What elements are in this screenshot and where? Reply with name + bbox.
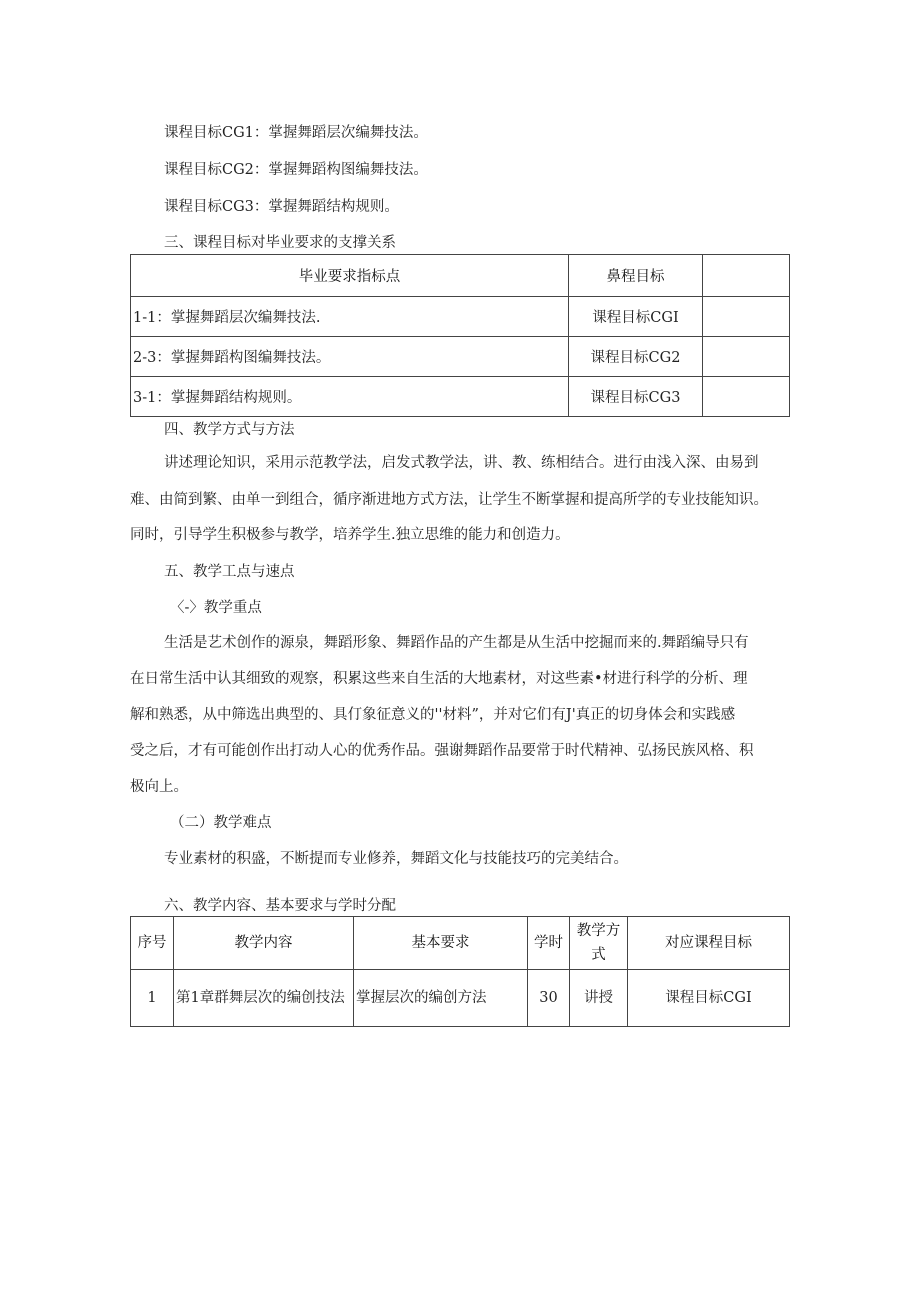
section5-heading: 五、教学工点与速点 <box>164 564 295 580</box>
paragraph-line: 在日常生活中认其细致的观察，积累这些来自生活的大地素材，对这些素•材进行科学的分析、理 <box>130 671 748 687</box>
paragraph-line: 同时，引导学生积极参与教学，培养学生.独立思维的能力和创造力。 <box>130 527 570 543</box>
cell-objective: 课程目标CG2 <box>569 337 703 377</box>
cell-content: 第1章群舞层次的编创技法 <box>174 970 354 1027</box>
cell-empty <box>703 297 790 337</box>
header-content: 教学内容 <box>174 917 354 970</box>
subheading-difficulties: （二）教学难点 <box>170 815 272 831</box>
cell-objective: 课程目标CGI <box>569 297 703 337</box>
section4-heading: 四、教学方式与方法 <box>164 422 295 438</box>
cell-empty <box>703 377 790 417</box>
table-row <box>131 337 790 377</box>
objective-cg3: 课程目标CG3：掌握舞蹈结构规则。 <box>164 199 399 215</box>
paragraph-line: 专业素材的积盛，不断提而专业修养，舞蹈文化与技能技巧的完美结合。 <box>164 851 628 867</box>
cell-objective: 课程目标CGI <box>628 970 790 1027</box>
cell-requirement: 2-3：掌握舞蹈构图编舞技法。 <box>131 337 569 377</box>
header-hours: 学时 <box>528 917 570 970</box>
paragraph-line: 解和熟悉，从中筛选出典型的、具仃象征意义的''材料”，并对它们有J'真正的切身体会和实践感 <box>130 707 736 723</box>
section3-heading: 三、课程目标对毕业要求的支撑关系 <box>164 235 396 251</box>
objective-cg2: 课程目标CG2：掌握舞蹈构图编舞技法。 <box>164 162 428 178</box>
table-row <box>131 377 790 417</box>
cell-index: 1 <box>131 970 174 1027</box>
objective-cg1: 课程目标CG1：掌握舞蹈层次编舞技法。 <box>164 125 428 141</box>
support-relation-table <box>130 254 790 417</box>
paragraph-line: 生活是艺术创作的源泉，舞蹈形象、舞蹈作品的产生都是从生活中挖掘而来的.舞蹈编导只有 <box>164 635 749 651</box>
header-objective: 鼻程目标 <box>569 255 703 297</box>
header-requirement: 毕业要求指标点 <box>131 255 569 297</box>
cell-hours: 30 <box>528 970 570 1027</box>
table-row <box>131 970 790 1027</box>
cell-requirement: 1-1：掌握舞蹈层次编舞技法. <box>131 297 569 337</box>
header-objective: 对应课程目标 <box>628 917 790 970</box>
cell-requirement: 3-1：掌握舞蹈结构规则。 <box>131 377 569 417</box>
paragraph-line: 受之后，才有可能创作出打动人心的优秀作品。强谢舞蹈作品要常于时代精神、弘扬民族风格、积 <box>130 743 754 759</box>
header-requirement: 基本要求 <box>354 917 528 970</box>
table-row <box>131 297 790 337</box>
paragraph-line: 极向上。 <box>130 779 188 795</box>
cell-objective: 课程目标CG3 <box>569 377 703 417</box>
cell-method: 讲授 <box>570 970 628 1027</box>
header-method: 教学方式 <box>570 917 628 970</box>
section6-heading: 六、教学内容、基本要求与学时分配 <box>164 898 396 914</box>
table-header-row <box>131 917 790 970</box>
cell-empty <box>703 337 790 377</box>
table-header-row <box>131 255 790 297</box>
header-index: 序号 <box>131 917 174 970</box>
paragraph-line: 难、由简到繁、由单一到组合，循序渐进地方式方法，让学生不断掌握和提高所学的专业技能知识。 <box>130 492 768 508</box>
subheading-key-points: 〈-〉教学重点 <box>170 600 262 616</box>
cell-requirement: 掌握层次的编创方法 <box>354 970 528 1027</box>
content-allocation-table <box>130 916 790 1027</box>
paragraph-line: 讲述理论知识，采用示范教学法，启发式教学法，讲、教、练相结合。进行由浅入深、由易到 <box>164 455 759 471</box>
header-empty <box>703 255 790 297</box>
